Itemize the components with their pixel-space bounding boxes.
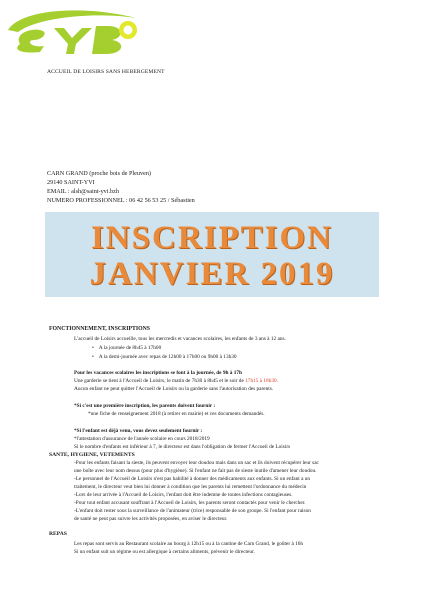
contact-phone: NUMERO PROFESSIONNEL : 06 42 56 53 25 / Sébastien	[47, 197, 195, 204]
first-inscription-item: *une fiche de renseignement 2018 (à retirer en mairie) et ces documents demandés.	[88, 411, 265, 417]
banner-title-line1: INSCRIPTION	[90, 220, 334, 256]
logo-b-shape	[92, 26, 121, 54]
banner-title-line2: JANVIER 2019	[89, 256, 335, 292]
organization-title: ACCUEIL DE LOISIRS SANS HEBERGEMENT	[47, 69, 165, 75]
sante-line-8: de santé ne peut pas suivre les activités proposées, en aviser le directeur.	[74, 516, 228, 522]
logo-y-shape	[54, 28, 92, 54]
first-inscription-title: *Si c'est une première inscription, les parents doivent fournir :	[74, 403, 216, 409]
contact-name: CARN GRAND (proche bois de Pleuven)	[47, 170, 151, 177]
title-banner	[45, 212, 379, 297]
logo-sun-inner	[124, 26, 133, 35]
sante-line-1: -Pour les enfants faisant la sieste, ils peuvent envoyer leur doudou mais dans un sac et ils doivent récupérer leur sac	[74, 460, 319, 466]
sante-line-4: traitement, le directeur veut bien lui donner à condition que les parents lui remettent l'ordonnance du médecin	[74, 484, 307, 490]
contact-city: 29140 SAINT-YVI	[47, 179, 95, 186]
logo-s-shape	[17, 30, 44, 53]
repas-line-1: Les repas sont servis au Restaurant scolaire au bourg à 12h15 ou à la cantine de Carn Grand, le goûter à 16h	[74, 541, 304, 547]
section-heading-repas: REPAS	[49, 531, 67, 537]
logo	[0, 0, 150, 56]
section-heading-sante: SANTE, HYGIENE, VETEMENTS	[49, 452, 135, 458]
garderie-text-a: Une garderie se tient à l'Accueil de Loisirs, le matin de 7h30 à 8h45 et le soir de	[74, 378, 246, 384]
sante-line-2: une boîte avec leur nom dessus (pour plus d'hygiène). Si l'enfant ne fait pas de sieste inutile d'amener leur doudou.	[74, 468, 317, 474]
known-child-item2: Si le nombre d'enfants est inférieur à 7, le directeur est dans l'obligation de fermer l'Accueil de Loisirs	[74, 444, 291, 450]
garderie-hours: 17h15 à 18h30.	[245, 378, 278, 384]
intro-text: L'accueil de Loisirs accueille, tous les mercredis et vacances scolaires, les enfants de 3 ans à 12 ans.	[74, 336, 286, 342]
bullet-half-day: • A la demi-journée avec repas de 12h00 à 17h00 ou 9h00 à 13h30	[92, 354, 237, 360]
garderie-note: Aucun enfant ne peut quitter l'Accueil de Loisirs ou la garderie sans l'autorisation des parents.	[74, 386, 274, 392]
repas-line-2: Si un enfant suit un régime ou est allergique à certains aliments, prévenir le directeur.	[74, 549, 255, 555]
sante-line-7: -L'enfant doit rester sous la surveillance de l'animateur (trice) responsable de son groupe. Si l'enfant pour raison	[74, 508, 311, 514]
contact-email: EMAIL : alsh@saint-yvi.bzh	[47, 188, 119, 195]
known-child-item1: *l'attestation d'assurance de l'année scolaire en cours 2018/2019	[74, 436, 210, 442]
vacances-title: Pour les vacances scolaires les inscriptions se font à la journée, de 9h à 17h	[74, 370, 242, 376]
sante-line-6: -Pour tout enfant accusant souffrant à l'Accueil de Loisirs, les parents seront contactés pour venir le chercher.	[74, 500, 306, 506]
sante-line-3: -Le personnel de l'Accueil de Loisirs n'est pas habilité à donner des médicaments aux enfants. Si un enfant a un	[74, 476, 311, 482]
bullet-full-day: • A la journée de 8h45 à 17h00	[92, 345, 161, 351]
garderie-text	[74, 378, 278, 384]
section-heading-fonctionnement: FONCTIONNEMENT, INSCRIPTIONS	[49, 326, 151, 332]
known-child-title: *Si l'enfant est déjà venu, vous devez seulement fournir :	[74, 428, 203, 434]
sante-line-5: -Lors de leur arrivée à l'Accueil de Loisirs, l'enfant doit être indemne de toutes infections contagieuses.	[74, 492, 293, 498]
